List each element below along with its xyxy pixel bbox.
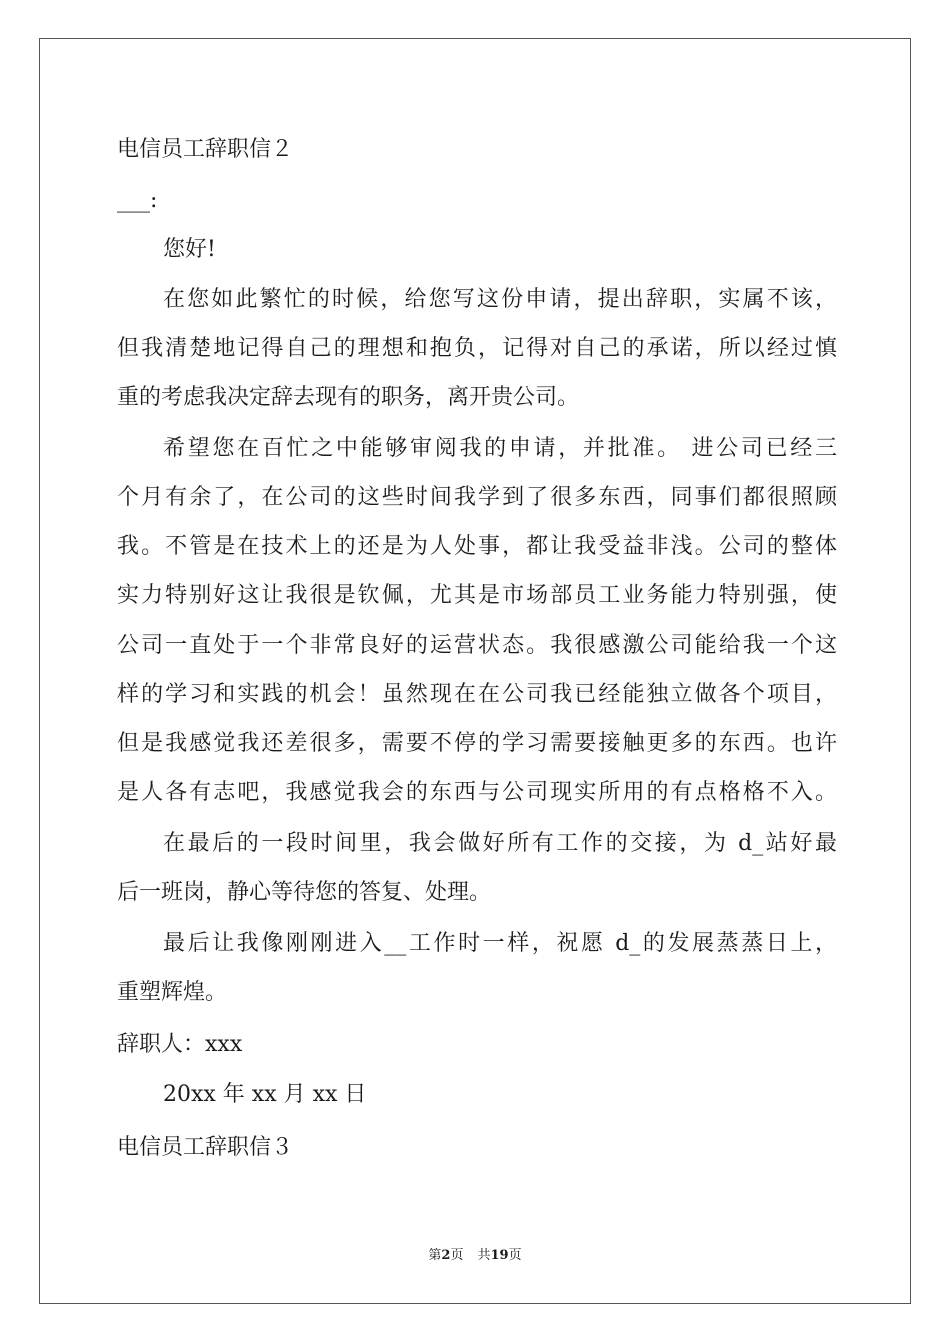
footer-page-prefix: 第 bbox=[428, 1248, 442, 1263]
paragraph-4-line: 最后让我像刚刚进入__工作时一样，祝愿 d_的发展蒸蒸日上， bbox=[163, 931, 837, 956]
signer: 辞职人：xxx bbox=[117, 1032, 243, 1057]
paragraph-3-line: 在最后的一段时间里，我会做好所有工作的交接，为 d_站好最 bbox=[163, 831, 837, 856]
footer-page-number: 2 bbox=[441, 1248, 451, 1263]
page-footer bbox=[0, 1247, 950, 1265]
greeting: 您好! bbox=[163, 237, 216, 262]
paragraph-1-line: 但我清楚地记得自己的理想和抱负，记得对自己的承诺，所以经过慎 bbox=[117, 336, 837, 361]
paragraph-2-line: 样的学习和实践的机会！虽然现在在公司我已经能独立做各个项目， bbox=[117, 682, 837, 707]
paragraph-1-line: 在您如此繁忙的时候，给您写这份申请，提出辞职，实属不该， bbox=[163, 287, 837, 312]
paragraph-4-line: 重塑辉煌。 bbox=[117, 980, 228, 1005]
paragraph-2-line: 我。不管是在技术上的还是为人处事，都让我受益非浅。公司的整体 bbox=[117, 534, 837, 559]
paragraph-1-line: 重的考虑我决定辞去现有的职务，离开贵公司。 bbox=[117, 385, 580, 410]
paragraph-2-line: 但是我感觉我还差很多，需要不停的学习需要接触更多的东西。也许 bbox=[117, 731, 837, 756]
paragraph-2-line: 希望您在百忙之中能够审阅我的申请，并批准。 进公司已经三 bbox=[163, 436, 837, 461]
footer-total-unit: 页 bbox=[508, 1248, 522, 1263]
footer-page-unit: 页 bbox=[450, 1248, 464, 1263]
letter-date: 20xx 年 xx 月 xx 日 bbox=[163, 1082, 367, 1107]
letter-heading: 电信员工辞职信２ bbox=[117, 137, 294, 162]
salutation: ___: bbox=[117, 188, 158, 213]
paragraph-2-line: 实力特别好这让我很是钦佩，尤其是市场部员工业务能力特别强，使 bbox=[117, 583, 837, 608]
page-border bbox=[39, 38, 911, 1304]
paragraph-3-line: 后一班岗，静心等待您的答复、处理。 bbox=[117, 880, 492, 905]
letter-heading: 电信员工辞职信３ bbox=[117, 1135, 294, 1160]
paragraph-2-line: 个月有余了，在公司的这些时间我学到了很多东西，同事们都很照顾 bbox=[117, 485, 837, 510]
paragraph-2-line: 是人各有志吧，我感觉我会的东西与公司现实所用的有点格格不入。 bbox=[117, 780, 837, 805]
footer-total-prefix: 共 bbox=[477, 1248, 491, 1263]
paragraph-2-line: 公司一直处于一个非常良好的运营状态。我很感激公司能给我一个这 bbox=[117, 633, 837, 658]
footer-total-pages: 19 bbox=[490, 1248, 509, 1263]
